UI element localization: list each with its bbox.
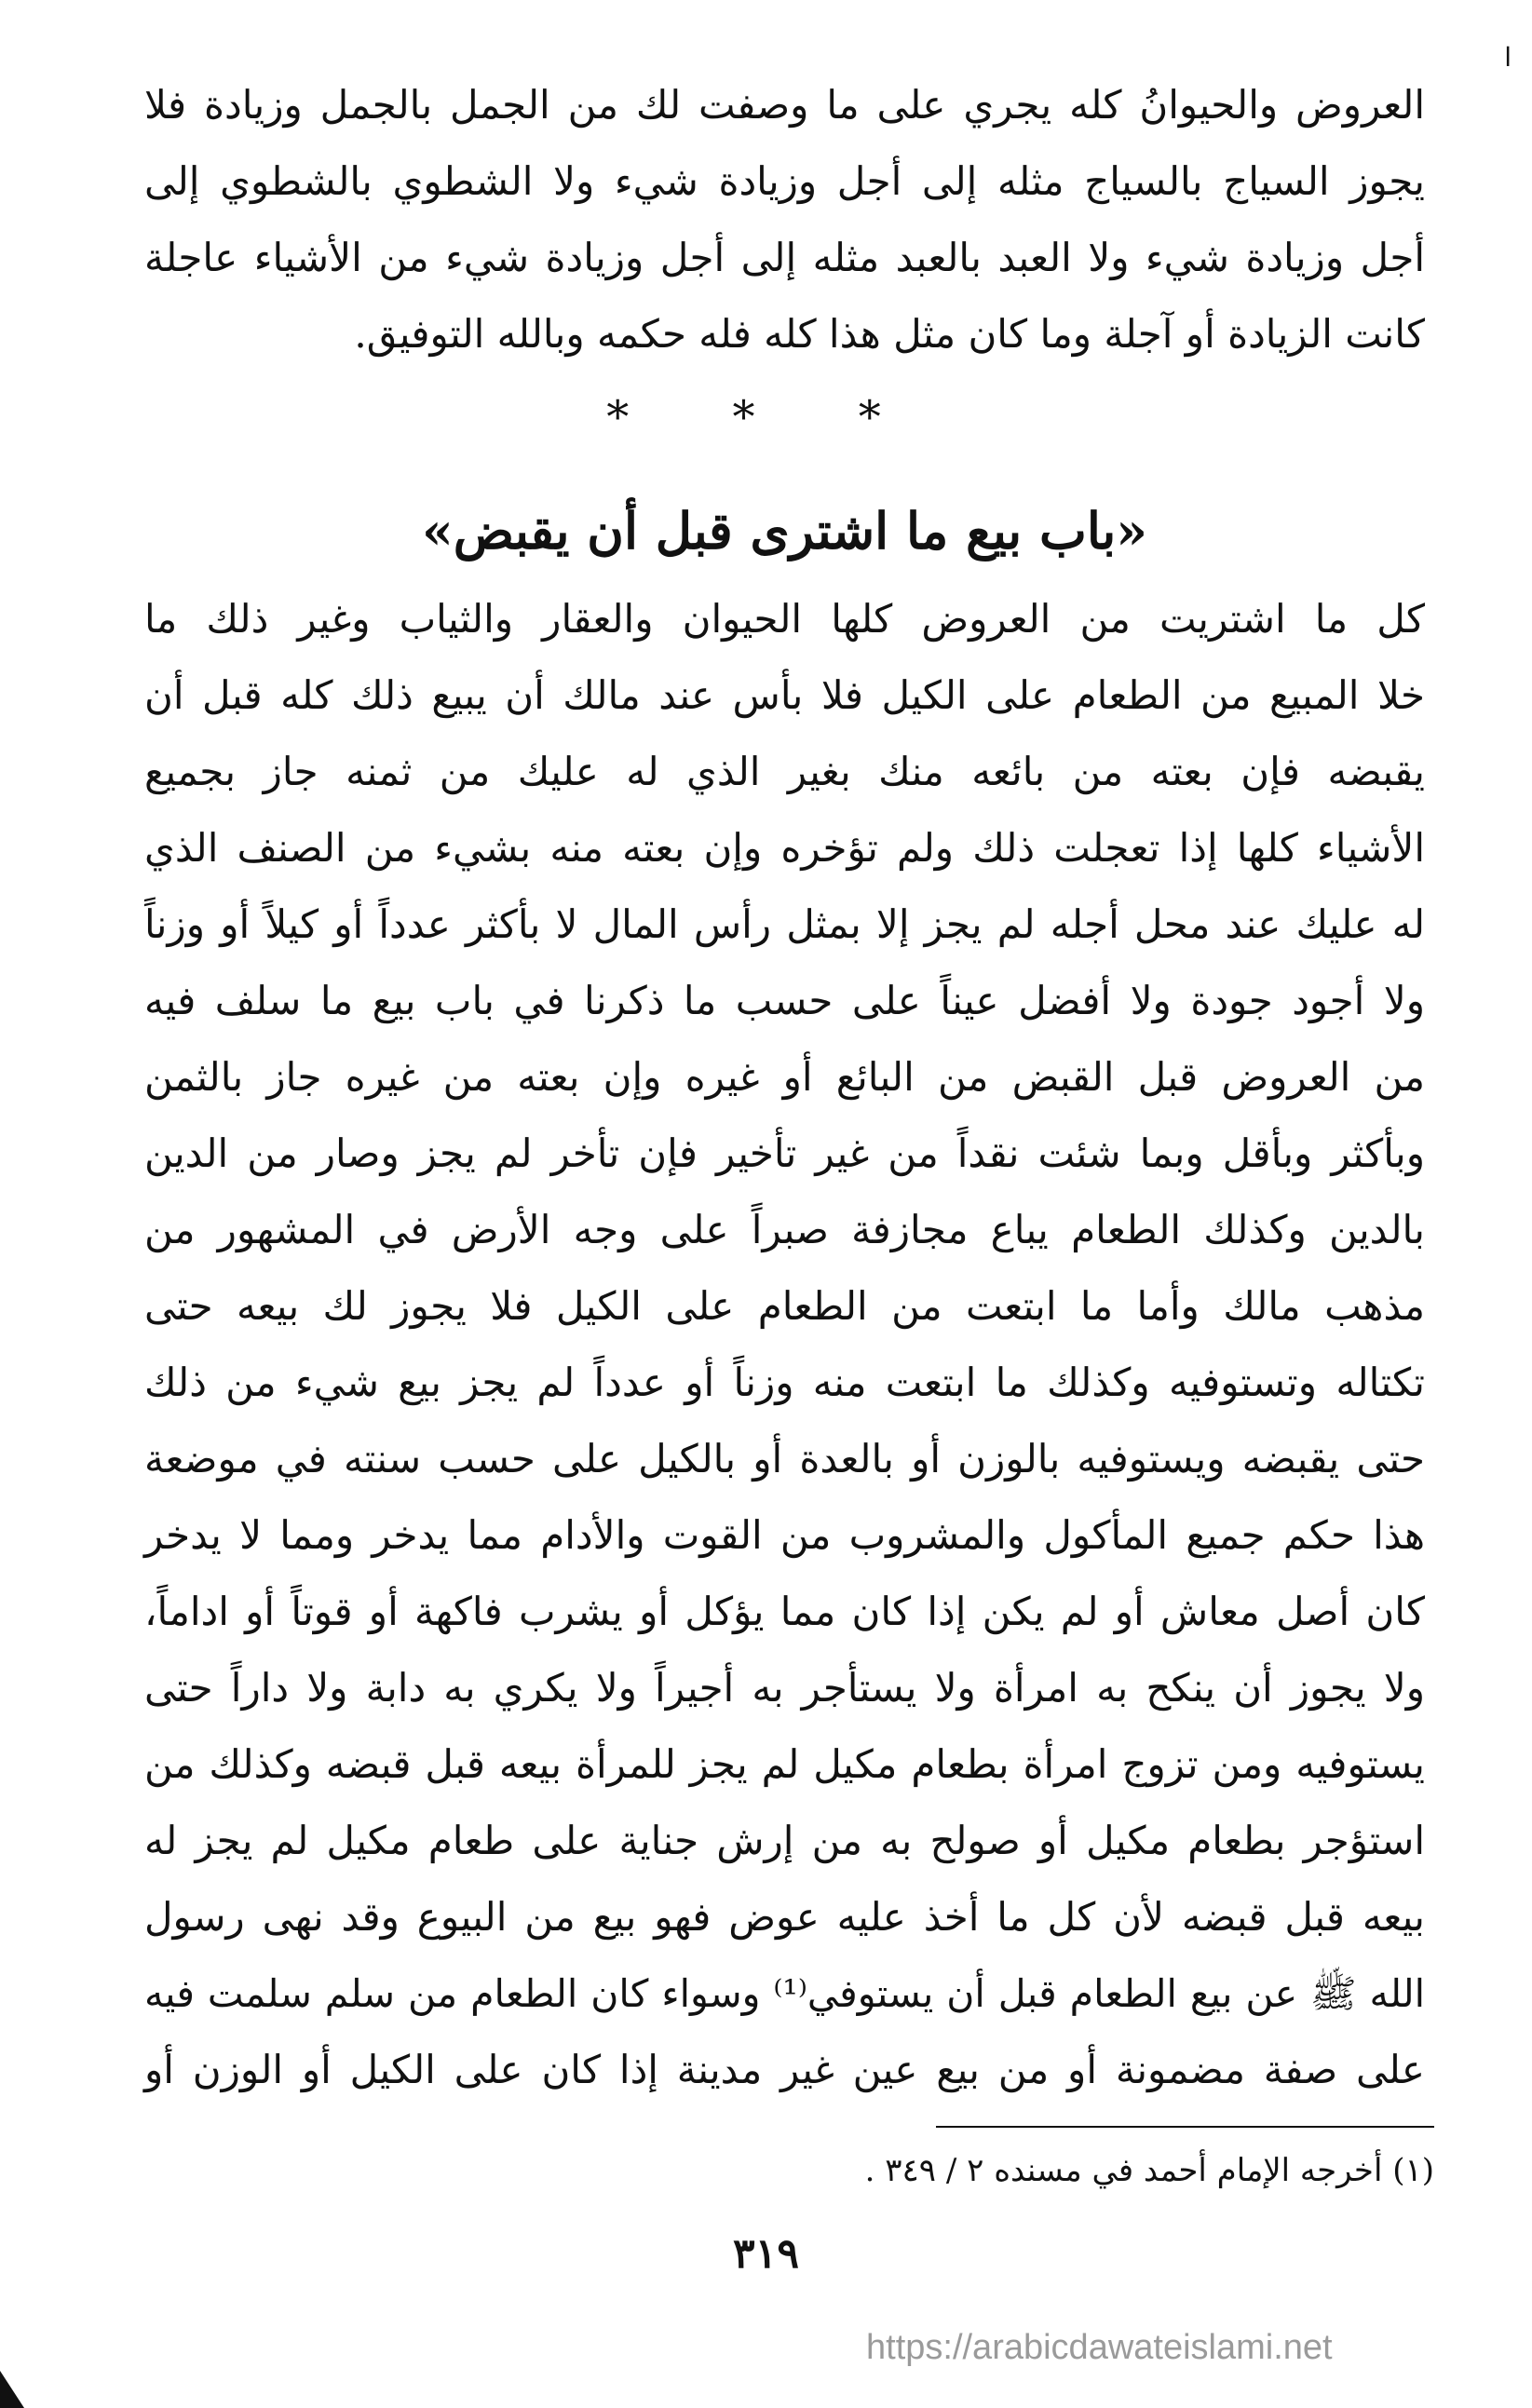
text-line: من العروض قبل القبض من البائع أو غيره وإن بعته من غيره جاز بالثمن	[144, 1054, 1425, 1100]
footnote: (١) أخرجه الإمام أحمد في مسنده ٢ / ٣٤٩ .	[864, 2152, 1434, 2189]
text-line: ولا أجود جودة ولا أفضل عيناً على حسب ما ذكرنا في باب بيع ما سلف فيه	[144, 978, 1425, 1023]
corner-mark: ا	[1504, 42, 1512, 73]
text-line: كان أصل معاش أو لم يكن إذا كان مما يؤكل أو يشرب فاكهة أو قوتاً أو اداماً،	[144, 1589, 1425, 1634]
text-line: الأشياء كلها إذا تعجلت ذلك ولم تؤخره وإن بعته منه بشيء من الصنف الذي	[144, 825, 1425, 871]
chapter-heading: «باب بيع ما اشترى قبل أن يقبض»	[421, 501, 1148, 561]
text-line: أجل وزيادة شيء ولا العبد بالعبد مثله إلى أجل وزيادة شيء من الأشياء عاجلة	[144, 235, 1425, 280]
text-line: خلا المبيع من الطعام على الكيل فلا بأس عند مالك أن يبيع ذلك كله قبل أن	[144, 672, 1425, 718]
text-line: يجوز السياج بالسياج مثله إلى أجل وزيادة شيء ولا الشطوي بالشطوي إلى	[144, 158, 1425, 204]
intro-paragraph	[144, 67, 1425, 372]
text-line: على صفة مضمونة أو من بيع عين غير مدينة إذا كان على الكيل أو الوزن أو	[144, 2047, 1425, 2092]
text-line: كل ما اشتريت من العروض كلها الحيوان والعقار والثياب وغير ذلك ما	[144, 596, 1425, 642]
text-line: مذهب مالك وأما ما ابتعت من الطعام على الكيل فلا يجوز لك بيعه حتى	[144, 1283, 1425, 1329]
text-line: وبأكثر وبأقل وبما شئت نقداً من غير تأخير فإن تأخر لم يجز وصار من الدين	[144, 1130, 1425, 1176]
text-line: بالدين وكذلك الطعام يباع مجازفة صبراً على وجه الأرض في المشهور من	[144, 1207, 1425, 1252]
text-line: ولا يجوز أن ينكح به امرأة ولا يستأجر به أجيراً ولا يكري به دابة ولا داراً حتى	[144, 1665, 1425, 1711]
body-paragraph	[144, 581, 1425, 2108]
text-line: بيعه قبل قبضه لأن كل ما أخذ عليه عوض فهو بيع من البيوع وقد نهى رسول	[144, 1894, 1425, 1940]
page-number: ٣١٩	[733, 2230, 799, 2278]
section-ornament: * * *	[606, 391, 926, 443]
text-line: له عليك عند محل أجله لم يجز إلا بمثل رأس المال لا بأكثر عدداً أو كيلاً أو وزناً	[144, 901, 1425, 947]
text-line: الله ﷺ عن بيع الطعام قبل أن يستوفي⁽¹⁾ وسواء كان الطعام من سلم سلمت فيه	[144, 1971, 1425, 2016]
footnote-divider	[936, 2126, 1434, 2128]
text-line: هذا حكم جميع المأكول والمشروب من القوت والأدام مما يدخر ومما لا يدخر	[144, 1512, 1425, 1558]
text-line: العروض والحيوانُ كله يجري على ما وصفت لك من الجمل بالجمل وزيادة فلا	[144, 82, 1425, 128]
watermark-url: https://arabicdawateislami.net	[866, 2328, 1333, 2367]
text-line: كانت الزيادة أو آجلة وما كان مثل هذا كله فله حكمه وبالله التوفيق.	[354, 311, 1425, 357]
text-line: يقبضه فإن بعته من بائعه منك بغير الذي له عليك من ثمنه جاز بجميع	[144, 749, 1425, 794]
text-line: يستوفيه ومن تزوج امرأة بطعام مكيل لم يجز للمرأة بيعه قبل قبضه وكذلك من	[144, 1741, 1425, 1787]
text-line: تكتاله وتستوفيه وكذلك ما ابتعت منه وزناً أو عدداً لم يجز بيع شيء من ذلك	[144, 1360, 1425, 1405]
text-line: حتى يقبضه ويستوفيه بالوزن أو بالعدة أو بالكيل على حسب سنته في موضعة	[144, 1436, 1425, 1481]
text-line: استؤجر بطعام مكيل أو صولح به من إرش جناية على طعام مكيل لم يجز له	[144, 1818, 1425, 1863]
scan-corner-shadow	[0, 2371, 24, 2408]
